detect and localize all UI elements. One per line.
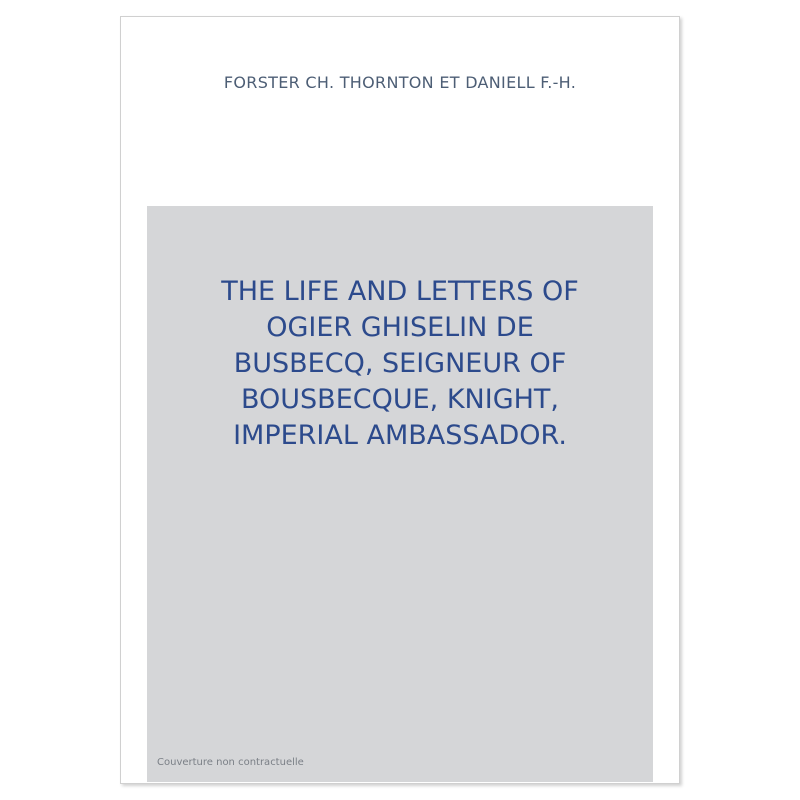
title-panel	[147, 206, 653, 782]
title-line: THE LIFE AND LETTERS OF	[221, 276, 579, 307]
title-line: OGIER GHISELIN DE	[266, 312, 534, 343]
author-name: FORSTER CH. THORNTON ET DANIELL F.-H.	[223, 73, 577, 92]
title-line: IMPERIAL AMBASSADOR.	[233, 420, 567, 451]
book-title	[147, 274, 653, 454]
title-line: BUSBECQ, SEIGNEUR OF	[233, 348, 567, 379]
title-line: BOUSBECQUE, KNIGHT,	[240, 384, 560, 415]
cover-disclaimer: Couverture non contractuelle	[157, 757, 304, 768]
